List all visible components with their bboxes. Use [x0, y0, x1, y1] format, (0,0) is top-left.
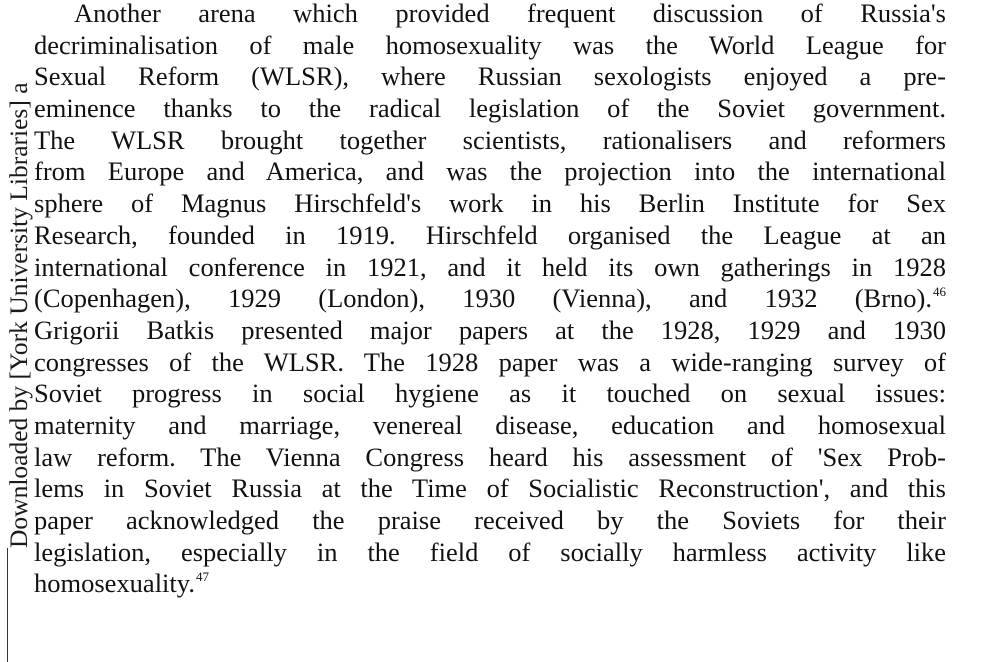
text-line: paper acknowledged the praise received by the Soviets for their	[34, 505, 946, 535]
footnote-ref-46: 46	[933, 284, 946, 300]
text-line-with-note	[34, 568, 946, 600]
text-line: Research, founded in 1919. Hirschfeld organised the League at an	[34, 219, 946, 250]
text-line: lems in Soviet Russia at the Time of Socialistic Reconstruction', and this	[34, 473, 946, 504]
body-paragraph	[34, 0, 946, 600]
text-line-content: (Copenhagen), 1929 (London), 1930 (Vienna), and 1932 (Brno).	[34, 283, 932, 314]
text-line: international conference in 1921, and it held its own gatherings in 1928	[34, 251, 946, 282]
text-line: from Europe and America, and was the projection into the international	[34, 156, 946, 187]
text-line: legislation, especially in the field of socially harmless activity like	[34, 536, 946, 567]
text-line: The WLSR brought together scientists, rationalisers and reformers	[34, 124, 946, 155]
text-line: sphere of Magnus Hirschfeld's work in his Berlin Institute for Sex	[34, 188, 946, 219]
text-line-content: homosexuality.	[34, 568, 195, 599]
text-line: congresses of the WLSR. The 1928 paper was a wide-ranging survey of	[34, 346, 946, 377]
download-watermark: Downloaded by [York University Libraries] a	[4, 0, 34, 548]
footnote-ref-47: 47	[195, 569, 209, 585]
text-line: Another arena which provided frequent discussion of Russia's	[74, 0, 946, 28]
text-line: Soviet progress in social hygiene as it touched on sexual issues:	[34, 378, 946, 409]
text-line: eminence thanks to the radical legislation of the Soviet government.	[34, 93, 946, 124]
text-line: Sexual Reform (WLSR), where Russian sexologists enjoyed a pre-	[34, 61, 946, 92]
text-line: maternity and marriage, venereal disease, education and homosexual	[34, 409, 946, 440]
text-line: Grigorii Batkis presented major papers at the 1928, 1929 and 1930	[34, 314, 946, 345]
text-line: decriminalisation of male homosexuality was the World League for	[34, 29, 946, 60]
text-line: law reform. The Vienna Congress heard his assessment of 'Sex Prob-	[34, 441, 946, 472]
text-line-with-note	[34, 283, 946, 315]
